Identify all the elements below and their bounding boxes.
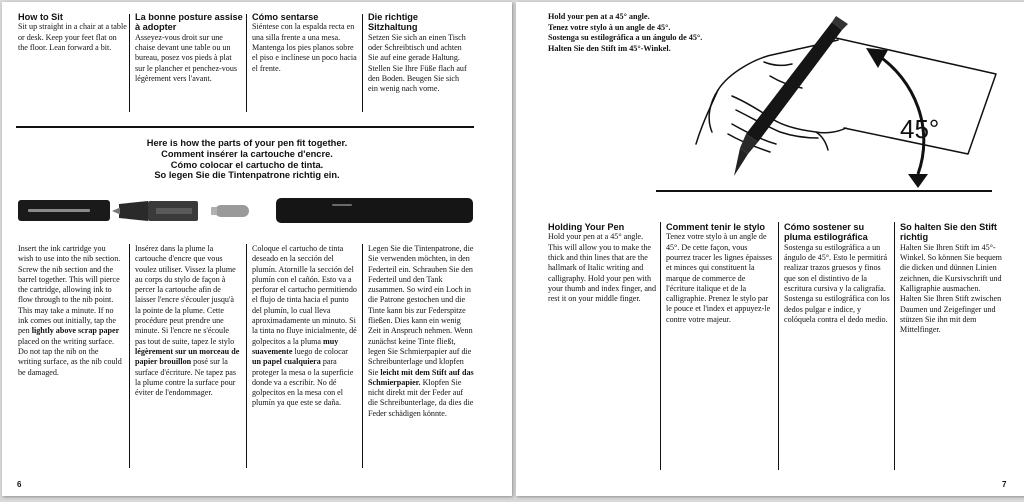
body-text: placed on the writing surface. Do not tap the nib on the writing surface, as the nib could be damaged.	[18, 336, 122, 377]
posture-column-de	[368, 12, 470, 95]
fountain-pen-icon	[734, 16, 848, 176]
column-divider	[778, 222, 779, 470]
column-heading: So halten Sie den Stift richtig	[900, 222, 997, 243]
angle-label: 45°	[900, 114, 940, 144]
column-body: Halten Sie Ihren Stift im 45°-Winkel. So können Sie bequem die dicken und dünnen Linien zeichnen, die Kursivschrift und Kalligraphie ausmachen. Halten Sie Ihren Stift zwischen Daumen und Zeigefinger und stützen Sie ihn mit dem Mittelfinger.	[900, 242, 1002, 335]
page-number: 7	[1002, 480, 1007, 489]
body-text: posé sur la surface d'écriture. Ne tapez pas la plume contre la surface pour éviter de l'endommager.	[135, 357, 236, 398]
body-text: Legen Sie die Tintenpatrone, die Sie verwenden möchten, in den Federteil ein. Schrauben Sie den Federteil und den Tank zusammen. So wird ein Loch in die Patrone gestochen und die Tinte kann bis zur Federspitze fließen. Dies kann ein wenig Zeit in Anspruch nehmen. Wenn zunächst keine Tinte fließt, legen Sie Schmierpapier auf die Schreibunterlage und klopfen Sie	[368, 244, 474, 377]
body-text-bold: leicht mit dem Stift auf das Schmierpapier.	[368, 367, 474, 387]
left-page	[2, 2, 512, 496]
body-text-bold: lightly above scrap paper	[31, 326, 120, 336]
column-body: Tenez votre stylo à un angle de 45°. De cette façon, vous pourrez tracer les lignes épaisses et minces qui constituent la marque de commerce de l'écriture italique et de la calligraphie. Prenez le stylo par le pouce et l'index et appuyez-le contre votre majeur.	[666, 232, 773, 324]
body-text: luego de colocar	[292, 346, 348, 356]
ink-instructions-es	[252, 244, 358, 409]
column-divider	[362, 244, 363, 468]
ink-instructions-en	[18, 244, 122, 378]
caption-line-es: Sostenga su estilográfica a un ángulo de 45°.	[548, 33, 703, 43]
column-body: Sostenga su estilográfica a un ángulo de 45°. Esto le permitirá realizar trazos gruesos y finos que son el distintivo de la escritura cursiva y la caligrafía. Sostenga su estilográfica con los dedos pulgar e índice, y colóquela contra el dedo medio.	[784, 242, 890, 324]
holding-pen-column-fr	[666, 222, 774, 325]
right-page	[516, 2, 1024, 496]
hand-holding-pen-illustration	[666, 10, 1006, 192]
column-divider	[129, 244, 130, 468]
caption-line-fr: Tenez votre stylo à un angle de 45°.	[548, 22, 671, 32]
holding-pen-column-en	[548, 222, 658, 304]
column-divider	[246, 244, 247, 468]
body-text: para proteger la mesa o la superficie donde va a escribir. No dé golpecitos en la mesa con el plumín ya que este se daña.	[252, 357, 354, 408]
column-divider	[246, 14, 247, 112]
ink-instructions-de	[368, 244, 474, 419]
how-to-sit-column	[18, 12, 128, 53]
column-heading: Die richtige Sitzhaltung	[368, 12, 419, 33]
body-text: Insérez dans la plume la cartouche d'encre que vous voulez utiliser. Vissez la plume au corps du stylo de façon à percer la cartouche afin de laisser l'encre s'écouler jusqu'à la pointe de la plume. Cette procédure peut prendre une minute. Si l'encre ne s'écoule pas tout de suite, tapez le stylo	[135, 244, 236, 346]
holding-pen-column-es	[784, 222, 890, 325]
column-divider	[660, 222, 661, 470]
column-body: Asseyez-vous droit sur une chaise devant une table ou un bureau, posez vos pieds à plat sur le plancher et penchez-vous légèrement vers l'avant.	[135, 32, 238, 83]
column-body: Setzen Sie sich an einen Tisch oder Schreibtisch und achten Sie auf eine gerade Haltung. Stellen Sie Ihre Füße flach auf den Boden. Beugen Sie sich ein wenig nach vorne.	[368, 32, 467, 94]
heading-line-fr: Comment insérer la cartouche d'encre.	[161, 148, 333, 159]
posture-column-fr	[135, 12, 243, 84]
heading-line-de: So legen Sie die Tintenpatrone richtig ein.	[154, 170, 340, 181]
page-number: 6	[17, 480, 22, 489]
body-text-bold: un papel cualquiera	[252, 357, 321, 367]
column-heading: Comment tenir le stylo	[666, 222, 766, 232]
column-heading: La bonne posture assise à adopter	[135, 12, 243, 33]
writing-surface-line	[656, 190, 992, 192]
heading-line-es: Cómo colocar el cartucho de tinta.	[170, 159, 324, 170]
hand-icon	[696, 38, 996, 154]
column-divider	[362, 14, 363, 112]
body-text: Klopfen Sie nicht direkt mit der Feder auf die Schreibunterlage, da dies die Feder schädigen könnte.	[368, 377, 474, 418]
heading-line-en: Here is how the parts of your pen fit together.	[146, 138, 348, 148]
ink-instructions-fr	[135, 244, 241, 398]
caption-line-de: Halten Sie den Stift im 45°-Winkel.	[548, 43, 671, 53]
column-body: Hold your pen at a 45° angle. This will allow you to make the thick and thin lines that are the hallmark of Italic writing and calligraphy. Hold your pen with your thumb and index finger, and rest it on your middle finger.	[548, 232, 657, 304]
column-body: Siéntese con la espalda recta en una silla frente a una mesa. Mantenga los pies planos sobre el piso e inclínese un poco hacia el frente.	[252, 22, 357, 73]
column-heading: Cómo sostener su pluma estilográfica	[784, 222, 868, 243]
column-divider	[129, 14, 130, 112]
posture-column-es	[252, 12, 357, 74]
column-heading: Holding Your Pen	[548, 222, 625, 232]
body-text-bold: légèrement sur un morceau de papier brouillon	[135, 346, 240, 367]
column-heading: How to Sit	[18, 12, 63, 22]
pen-parts-illustration	[16, 192, 476, 232]
body-text: Coloque el cartucho de tinta deseado en la sección del plumín. Atornille la sección del plumín con el cañón. Esto va a perforar el cartucho permitiendo el flujo de tinta hacia el punto del plumín, lo cual lleva aproximadamente un minuto. Si la tinta no fluye inicialmente, dé golpecitos a la pluma	[252, 244, 357, 346]
column-body: Sit up straight in a chair at a table or desk. Keep your feet flat on the floor. Lean forward a bit.	[18, 22, 127, 52]
column-heading: Cómo sentarse	[252, 12, 319, 22]
column-divider	[894, 222, 895, 470]
body-text: Insert the ink cartridge you wish to use into the nib section. Screw the nib section and the barrel together. This will pierce the cartridge, allowing ink to flow through to the nib point. This may take a minute. If no ink comes out initially, tap the pen	[18, 244, 121, 336]
nib-section-icon	[112, 201, 198, 221]
pen-barrel-icon	[276, 198, 473, 223]
body-text-bold: muy suavemente	[252, 336, 339, 356]
holding-pen-column-de	[900, 222, 1004, 335]
ink-cartridge-icon	[211, 205, 249, 217]
caption-line-en: Hold your pen at a 45° angle.	[548, 12, 650, 21]
pen-parts-heading	[62, 138, 432, 181]
section-rule	[16, 126, 474, 128]
pen-cap-icon	[18, 200, 110, 221]
